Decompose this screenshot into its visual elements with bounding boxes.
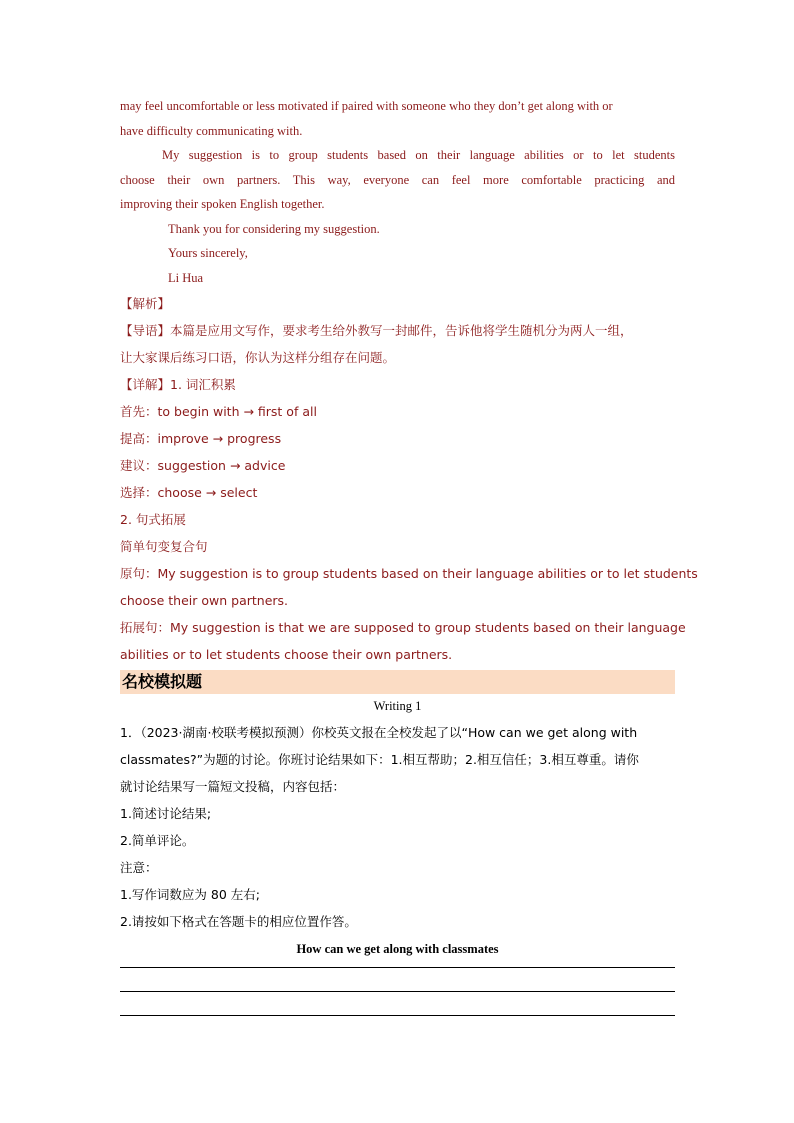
guide-tag: 【导语】	[120, 323, 171, 338]
vocab-row	[120, 425, 675, 452]
vocab-cn: 提高：	[120, 431, 158, 446]
letter-closing: Yours sincerely,	[168, 246, 248, 260]
original-label: 原句：	[120, 566, 158, 581]
answer-line	[120, 968, 675, 992]
original-line-1	[120, 560, 698, 587]
question-line-3: 就讨论结果写一篇短文投稿，内容包括：	[120, 778, 346, 794]
letter-para-line-2: choose their own partners. This way, everyone can feel more comfortable practicing and	[120, 172, 675, 187]
letter-line-2: have difficulty communicating with.	[120, 123, 303, 138]
expanded-label: 拓展句：	[120, 620, 171, 635]
vocab-row	[120, 479, 675, 506]
answer-line	[120, 961, 675, 968]
note-2: 2.请按如下格式在答题卡的相应位置作答。	[120, 913, 357, 929]
vocab-en: improve → progress	[157, 431, 282, 446]
vocab-cn: 建议：	[120, 458, 158, 473]
sentence-title: 2. 句式拓展	[120, 512, 186, 527]
requirement-1: 1.简述讨论结果;	[120, 805, 212, 821]
document-page	[120, 94, 698, 1016]
expanded-text-1: My suggestion is that we are supposed to group students based on their language	[170, 620, 686, 635]
detail-title: 1. 词汇积累	[170, 377, 236, 392]
vocab-row	[120, 452, 675, 479]
writing-label: Writing 1	[373, 699, 422, 713]
expanded-line-1	[120, 614, 686, 641]
guide-text-1: 本篇是应用文写作，要求考生给外教写一封邮件，告诉他将学生随机分为两人一组，	[170, 323, 633, 338]
original-line-2: choose their own partners.	[120, 593, 289, 608]
section-heading: 名校模拟题	[120, 670, 675, 694]
sentence-sub: 简单句变复合句	[120, 539, 208, 554]
letter-para-line-1: My suggestion is to group students based on their language abilities or to let students	[162, 148, 675, 162]
vocab-en: suggestion → advice	[157, 458, 286, 473]
essay-title: How can we get along with classmates	[296, 941, 499, 956]
guide-line-2: 让大家课后练习口语，你认为这样分组存在问题。	[120, 350, 396, 365]
note-1: 1.写作词数应为 80 左右;	[120, 886, 260, 902]
letter-line-1: may feel uncomfortable or less motivated if paired with someone who they don’t get along with or	[120, 99, 613, 113]
requirement-2: 2.简单评论。	[120, 832, 195, 848]
vocab-en: to begin with → first of all	[157, 404, 317, 419]
detail-line	[120, 371, 675, 398]
answer-line	[120, 992, 675, 1016]
expanded-line-2: abilities or to let students choose their own partners.	[120, 647, 453, 662]
vocab-cn: 首先：	[120, 404, 158, 419]
question-line-2: classmates?”为题的讨论。你班讨论结果如下：1.相互帮助；2.相互信任；3.相互尊重。请你	[120, 751, 639, 767]
detail-tag: 【详解】	[120, 377, 171, 392]
original-text-1: My suggestion is to group students based on their language abilities or to let students	[157, 566, 698, 581]
vocab-en: choose → select	[157, 485, 258, 500]
letter-signature: Li Hua	[168, 270, 204, 285]
note-label: 注意：	[120, 859, 158, 875]
vocab-row	[120, 398, 675, 425]
question-line-1: 1．（2023·湖南·校联考模拟预测）你校英文报在全校发起了以“How can we get along with	[120, 724, 638, 740]
letter-para-line-3: improving their spoken English together.	[120, 197, 325, 211]
letter-thanks: Thank you for considering my suggestion.	[168, 221, 380, 236]
guide-line-1	[120, 317, 675, 344]
vocab-cn: 选择：	[120, 485, 158, 500]
analysis-heading: 【解析】	[120, 296, 171, 311]
